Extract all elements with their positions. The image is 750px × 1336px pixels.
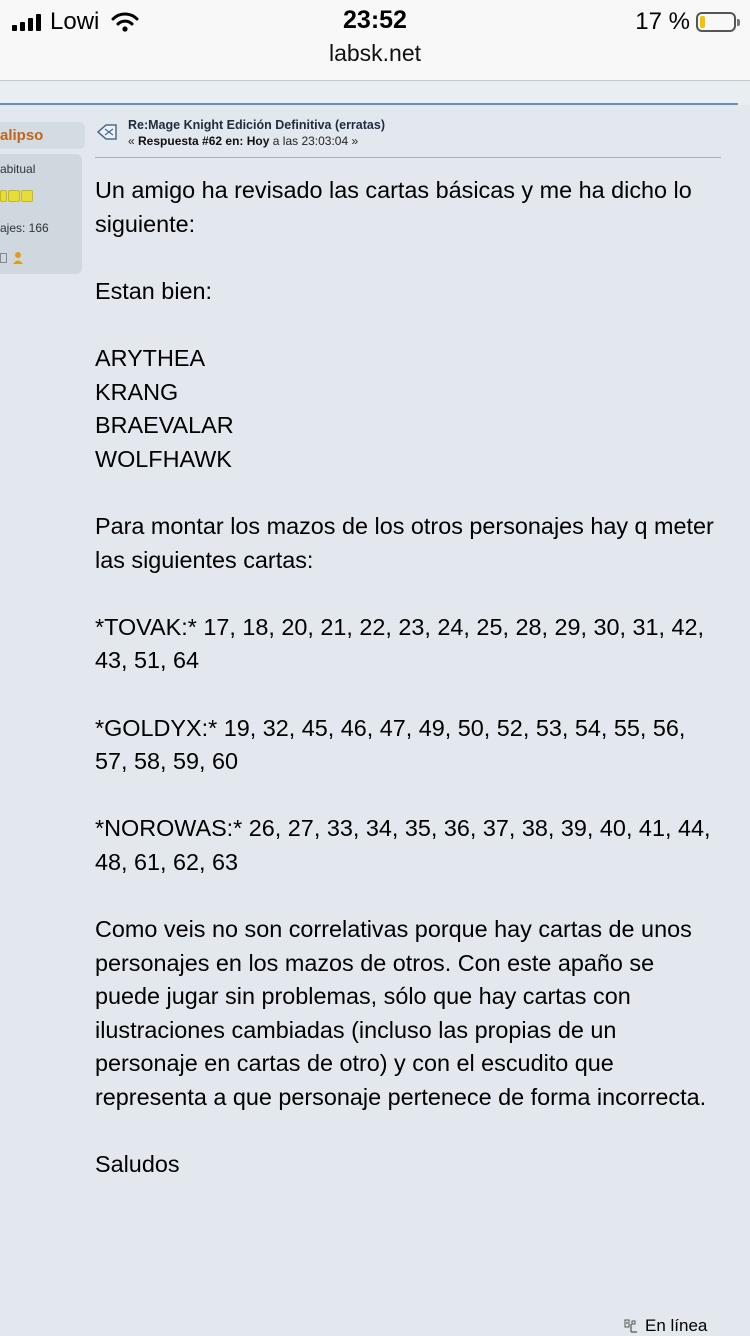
- post-xx-icon: [96, 122, 118, 142]
- post-gap: [95, 476, 715, 510]
- person-icon: [12, 251, 24, 265]
- post-meta: [128, 134, 358, 148]
- post-day: Hoy: [246, 134, 270, 148]
- post-line: Para montar los mazos de los otros personajes hay q meter las siguientes cartas:: [95, 512, 714, 573]
- url-domain[interactable]: labsk.net: [328, 40, 422, 66]
- post-gap: [95, 779, 715, 813]
- post-line: BRAEVALAR: [95, 412, 234, 439]
- browser-top-bar: [0, 0, 750, 81]
- post-line: Un amigo ha revisado las cartas básicas y me ha dicho lo siguiente:: [95, 177, 692, 237]
- reply-prefix: «: [128, 134, 139, 148]
- post-line: Estan bien:: [95, 277, 213, 304]
- carrier-name: Lowi: [50, 8, 100, 35]
- post-line: *NOROWAS:* 26, 27, 33, 34, 35, 36, 37, 38, 39, 40, 41, 44, 48, 61, 62, 63: [95, 815, 711, 875]
- poster-rank: abitual: [0, 162, 36, 176]
- post-time: a las 23:03:04 »: [272, 134, 359, 148]
- post-separator: [95, 157, 721, 158]
- post-gap: [95, 1115, 715, 1149]
- battery-percent: 17 %: [635, 8, 690, 35]
- poster-message-count: ajes: 166: [0, 221, 49, 235]
- post-line: WOLFHAWK: [95, 445, 232, 472]
- post-gap: [95, 577, 715, 611]
- poster-name[interactable]: alipso: [0, 127, 44, 144]
- online-icon: [624, 1319, 639, 1333]
- status-time: 23:52: [343, 6, 407, 34]
- post-line: *GOLDYX:* 19, 32, 45, 46, 47, 49, 50, 52, 53, 54, 55, 56, 57, 58, 59, 60: [95, 714, 686, 775]
- post-body: [95, 174, 715, 1182]
- battery-indicator: [635, 8, 736, 36]
- post-line: Como veis no son correlativas porque hay cartas de unos personajes en los mazos de otros. Con este apaño se puede jugar sin problemas, sólo que hay cartas con ilustraciones cambiadas (incluso las propias de un personaje en cartas de otro) y con el escudito que representa a que personaje pertenece de forma incorrecta.: [95, 916, 707, 1111]
- poster-info-box: [0, 154, 82, 274]
- post-title[interactable]: Re:Mage Knight Edición Definitiva (erratas): [128, 118, 385, 132]
- battery-icon: [696, 12, 736, 32]
- profile-icon[interactable]: [0, 253, 7, 263]
- post-gap: [95, 879, 715, 913]
- forum-header-strip: [0, 81, 750, 105]
- online-label: En línea: [645, 1316, 708, 1335]
- post-line: *TOVAK:* 17, 18, 20, 21, 22, 23, 24, 25, 28, 29, 30, 31, 42, 43, 51, 64: [95, 613, 705, 674]
- poster-name-box[interactable]: [0, 122, 85, 149]
- post-line: KRANG: [95, 378, 179, 405]
- post-top-border: [0, 103, 738, 105]
- post-line: ARYTHEA: [95, 344, 206, 371]
- post-line: Saludos: [95, 1151, 180, 1178]
- post-gap: [95, 241, 715, 275]
- reply-label: Respuesta #62 en:: [138, 134, 244, 148]
- rank-stars: [0, 190, 33, 202]
- online-status: [624, 1316, 707, 1336]
- post-gap: [95, 308, 715, 342]
- post-gap: [95, 678, 715, 712]
- poster-icons: [0, 251, 24, 265]
- battery-fill: [700, 16, 705, 28]
